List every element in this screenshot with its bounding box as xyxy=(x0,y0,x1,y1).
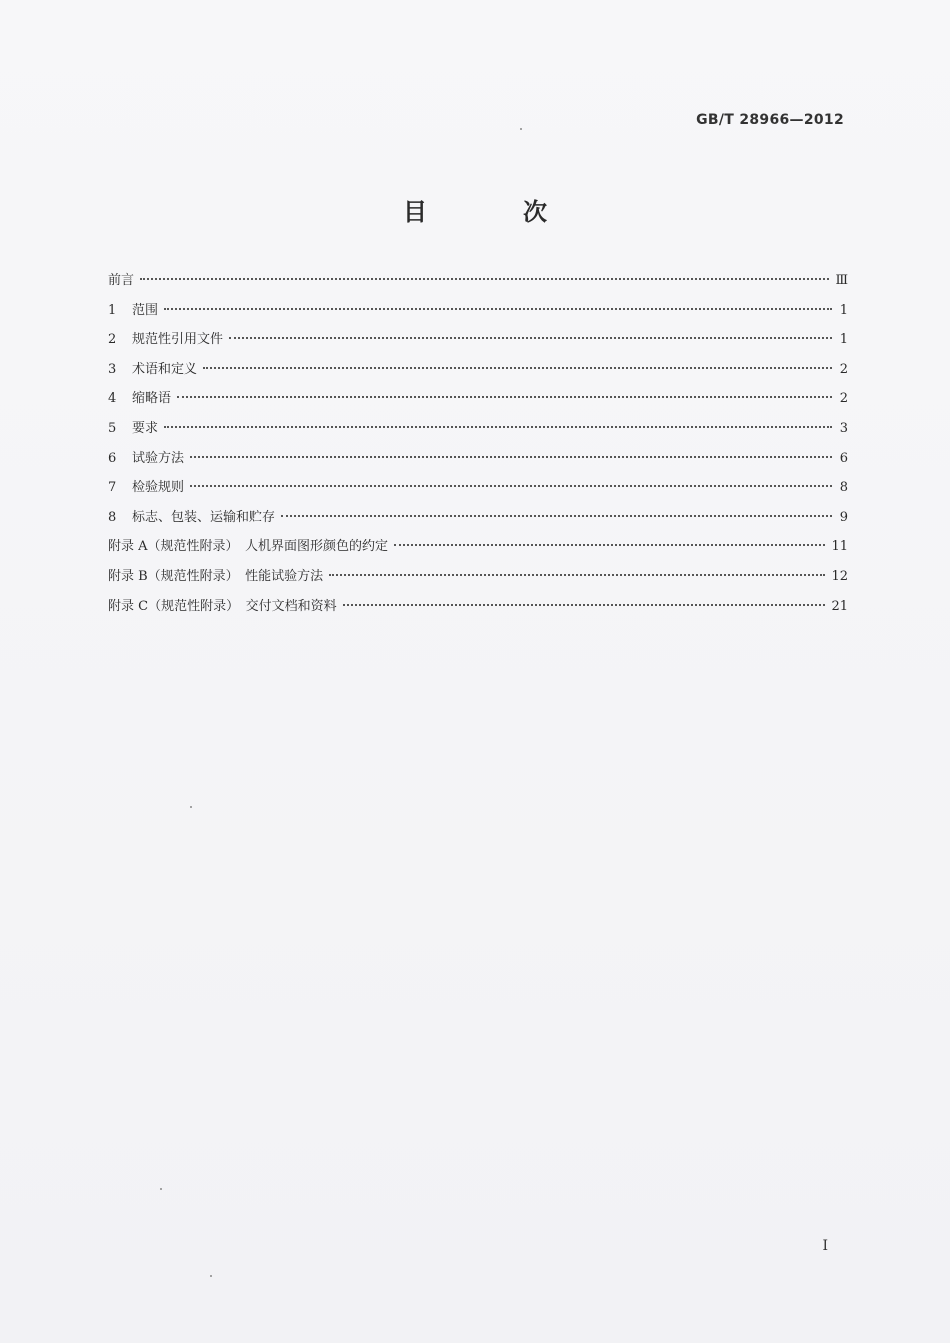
leader-dots xyxy=(177,396,832,398)
toc-entry-label: 6 试验方法 xyxy=(108,450,185,466)
leader-dots xyxy=(281,515,832,517)
page-title: 目 次 xyxy=(403,198,583,226)
scan-speck xyxy=(210,1275,212,1277)
toc-entry-page: 1 xyxy=(839,302,848,318)
toc-entry-page: 3 xyxy=(839,420,848,436)
toc-entry-page: 1 xyxy=(839,332,848,348)
toc-entry-label: 4 缩略语 xyxy=(108,391,172,407)
toc-entry[interactable] xyxy=(108,355,848,385)
leader-dots xyxy=(329,574,825,576)
scan-speck xyxy=(190,806,192,808)
toc-entry[interactable] xyxy=(108,414,848,444)
toc-entry-label: 附录 B（规范性附录） 性能试验方法 xyxy=(108,568,324,584)
toc-entry-label: 3 术语和定义 xyxy=(108,361,198,377)
toc-entry-page: 12 xyxy=(831,568,848,584)
toc-entry-label: 2 规范性引用文件 xyxy=(108,332,224,348)
toc-entry-page: 8 xyxy=(839,480,848,496)
toc-entry[interactable] xyxy=(108,503,848,533)
toc-entry-label: 前言 xyxy=(108,273,135,288)
toc-entry-page: 9 xyxy=(839,509,848,525)
toc-entry[interactable] xyxy=(108,532,848,562)
toc-entry-page: 6 xyxy=(839,450,848,466)
toc-entry-label: 5 要求 xyxy=(108,420,159,436)
leader-dots xyxy=(190,485,832,487)
toc-entry-label: 附录 A（规范性附录） 人机界面图形颜色的约定 xyxy=(108,539,389,555)
toc-entry-label: 1 范围 xyxy=(108,302,159,318)
toc-entry-label: 8 标志、包装、运输和贮存 xyxy=(108,509,276,525)
leader-dots xyxy=(190,456,832,458)
toc-entry[interactable] xyxy=(108,473,848,503)
toc-entry-page: 2 xyxy=(839,391,848,407)
toc-entry-page: 11 xyxy=(831,539,848,555)
toc-entry[interactable] xyxy=(108,325,848,355)
toc-entry-page: 21 xyxy=(831,598,848,614)
scan-speck xyxy=(160,1188,162,1190)
toc-entry[interactable] xyxy=(108,562,848,592)
toc-entry[interactable] xyxy=(108,384,848,414)
leader-dots xyxy=(164,308,832,310)
toc-entry-page: 2 xyxy=(839,361,848,377)
table-of-contents xyxy=(108,266,848,621)
leader-dots xyxy=(229,337,832,339)
leader-dots xyxy=(164,426,832,428)
toc-entry[interactable] xyxy=(108,592,848,622)
leader-dots xyxy=(140,278,829,280)
toc-entry-label: 附录 C（规范性附录） 交付文档和资料 xyxy=(108,598,337,614)
scan-speck xyxy=(520,128,522,130)
leader-dots xyxy=(203,367,832,369)
page-number: I xyxy=(822,1238,828,1254)
leader-dots xyxy=(343,604,826,606)
standard-code: GB/T 28966—2012 xyxy=(696,112,844,128)
toc-entry-label: 7 检验规则 xyxy=(108,480,185,496)
toc-entry[interactable] xyxy=(108,296,848,326)
toc-entry[interactable] xyxy=(108,266,848,296)
toc-entry-page: Ⅲ xyxy=(835,273,848,288)
leader-dots xyxy=(394,544,825,546)
toc-entry[interactable] xyxy=(108,444,848,474)
